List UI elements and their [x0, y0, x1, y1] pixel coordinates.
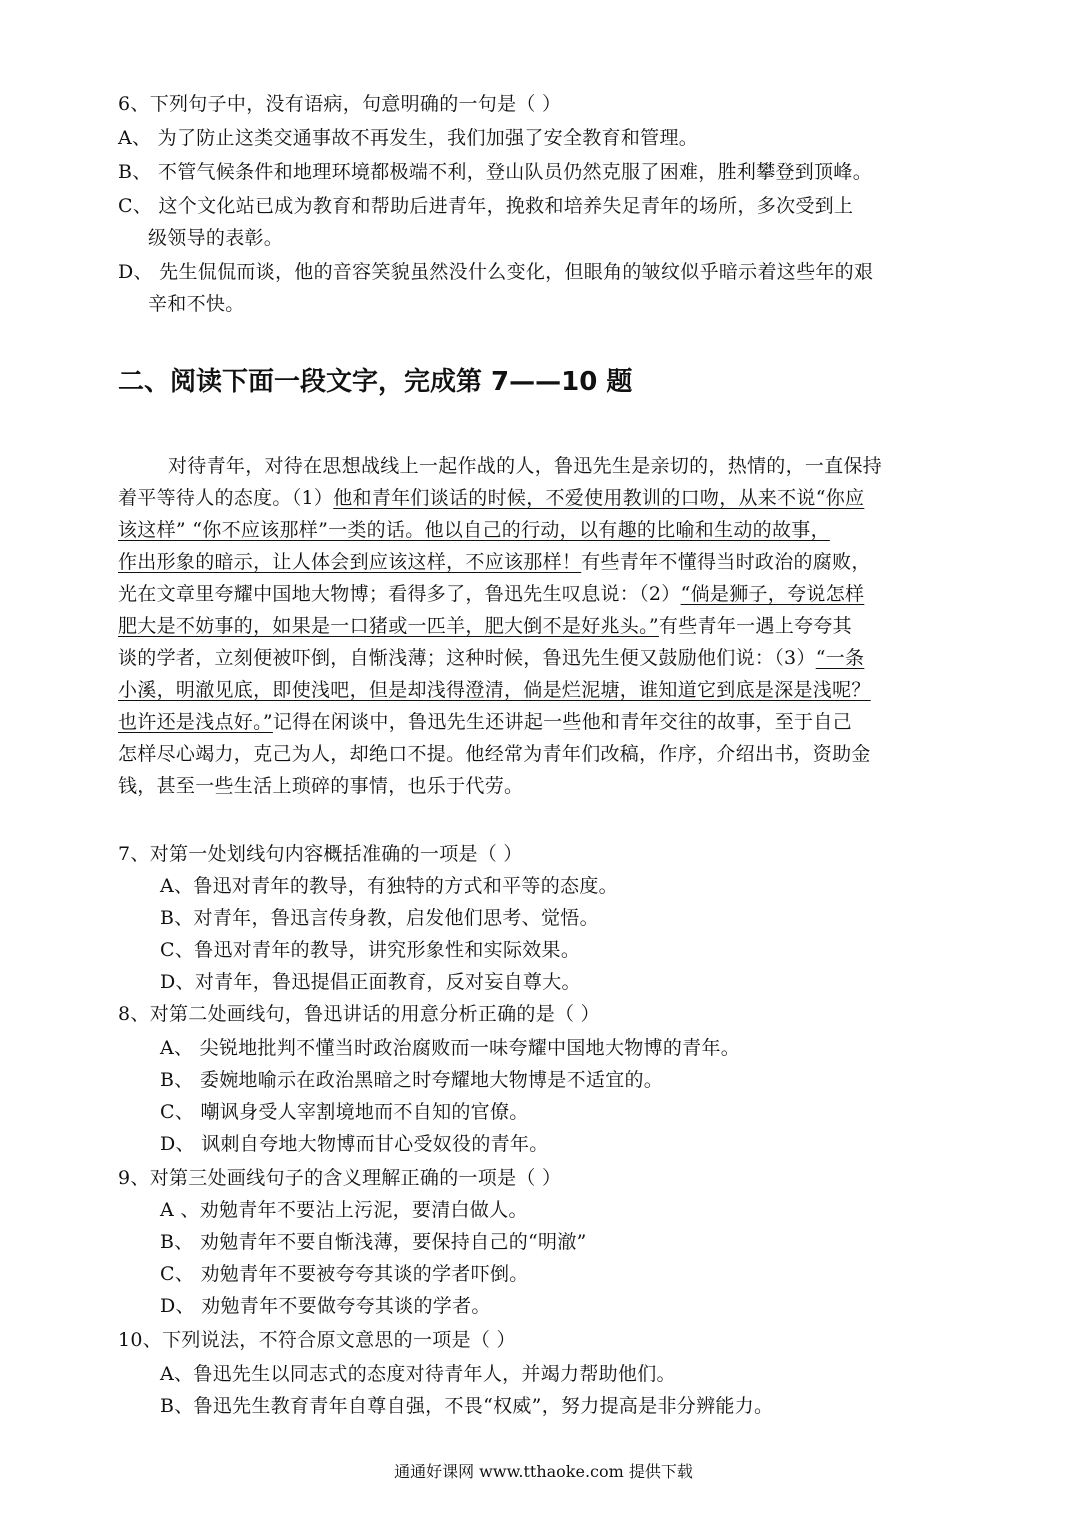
underlined-sentence-1: 作出形象的暗示，让人体会到应该这样，不应该那样！ — [118, 551, 582, 573]
underlined-sentence-2: “倘是狮子，夸说怎样 — [680, 583, 865, 605]
q7-option-c: C、鲁迅对青年的教导，讲究形象性和实际效果。 — [160, 939, 581, 961]
q8-option-d: D、 讽刺自夸地大物博而甘心受奴役的青年。 — [160, 1133, 549, 1155]
underlined-sentence-1: 他和青年们谈话的时候，不爱使用教训的口吻，从来不说“你应 — [333, 487, 865, 509]
q9-stem: 9、对第三处画线句子的含义理解正确的一项是（ ） — [118, 1167, 562, 1189]
q6-option-d-cont: 辛和不快。 — [148, 293, 245, 315]
underlined-sentence-3: “一条 — [815, 647, 865, 669]
passage-line — [118, 484, 864, 512]
section-heading: 二、阅读下面一段文字，完成第 7——10 题 — [118, 367, 633, 397]
passage-text: 有些青年不懂得当时政治的腐败， — [581, 551, 871, 573]
underlined-sentence-1: 该这样” “你不应该那样”一类的话。他以自己的行动，以有趣的比喻和生动的故事， — [118, 519, 830, 541]
underlined-sentence-3: 也许还是浅点好。” — [118, 711, 273, 733]
q6-option-a: A、 为了防止这类交通事故不再发生，我们加强了安全教育和管理。 — [118, 127, 699, 149]
passage-text: 有些青年一遇上夸夸其 — [658, 615, 852, 637]
q6-stem: 6、下列句子中，没有语病，句意明确的一句是（ ） — [118, 93, 562, 115]
passage-line — [118, 548, 871, 576]
underlined-sentence-2: 肥大是不妨事的，如果是一口猪或一匹羊，肥大倒不是好兆头。” — [118, 615, 659, 637]
q10-option-b: B、鲁迅先生教育青年自尊自强，不畏“权威”，努力提高是非分辨能力。 — [160, 1395, 774, 1417]
passage-line: 怎样尽心竭力，克己为人，却绝口不提。他经常为青年们改稿，作序，介绍出书，资助金 — [118, 743, 871, 765]
passage-line — [118, 580, 864, 608]
passage-text: 记得在闲谈中，鲁迅先生还讲起一些他和青年交往的故事，至于自己 — [272, 711, 852, 733]
passage-line — [118, 644, 864, 672]
passage-line — [118, 708, 852, 736]
q8-option-a: A、 尖锐地批判不懂当时政治腐败而一味夸耀中国地大物博的青年。 — [160, 1037, 741, 1059]
q6-option-c-cont: 级领导的表彰。 — [148, 227, 284, 249]
q9-option-c: C、 劝勉青年不要被夸夸其谈的学者吓倒。 — [160, 1263, 529, 1285]
passage-text: 着平等待人的态度。（1） — [118, 487, 334, 509]
q7-option-d: D、对青年，鲁迅提倡正面教育，反对妄自尊大。 — [160, 971, 581, 993]
passage-text: 光在文章里夸耀中国地大物博；看得多了，鲁迅先生叹息说：（2） — [118, 583, 681, 605]
q6-option-d: D、 先生侃侃而谈，他的音容笑貌虽然没什么变化，但眼角的皱纹似乎暗示着这些年的艰 — [118, 261, 874, 283]
q9-option-d: D、 劝勉青年不要做夸夸其谈的学者。 — [160, 1295, 491, 1317]
q6-option-c: C、 这个文化站已成为教育和帮助后进青年，挽救和培养失足青年的场所，多次受到上 — [118, 195, 854, 217]
page-footer: 通通好课网 www.tthaoke.com 提供下载 — [394, 1462, 693, 1481]
passage-line: 钱，甚至一些生活上琐碎的事情，也乐于代劳。 — [118, 775, 524, 797]
underlined-sentence-3: 小溪，明澈见底，即使浅吧，但是却浅得澄清，倘是烂泥塘，谁知道它到底是深是浅呢？ — [118, 679, 871, 701]
passage-line — [118, 612, 852, 640]
passage-text: 谈的学者，立刻便被吓倒，自惭浅薄；这种时候，鲁迅先生便又鼓励他们说：（3） — [118, 647, 816, 669]
q7-option-a: A、鲁迅对青年的教导，有独特的方式和平等的态度。 — [160, 875, 618, 897]
q8-option-c: C、 嘲讽身受人宰割境地而不自知的官僚。 — [160, 1101, 529, 1123]
q7-stem: 7、对第一处划线句内容概括准确的一项是（ ） — [118, 843, 523, 865]
q7-option-b: B、对青年，鲁迅言传身教，启发他们思考、觉悟。 — [160, 907, 599, 929]
passage-line — [118, 516, 830, 544]
q8-option-b: B、 委婉地喻示在政治黑暗之时夸耀地大物博是不适宜的。 — [160, 1069, 664, 1091]
q9-option-b: B、 劝勉青年不要自惭浅薄，要保持自己的“明澈” — [160, 1231, 587, 1253]
q6-option-b: B、 不管气候条件和地理环境都极端不利，登山队员仍然克服了困难，胜利攀登到顶峰。 — [118, 161, 873, 183]
q10-option-a: A、鲁迅先生以同志式的态度对待青年人，并竭力帮助他们。 — [160, 1363, 676, 1385]
q8-stem: 8、对第二处画线句，鲁迅讲话的用意分析正确的是（ ） — [118, 1003, 600, 1025]
q10-stem: 10、下列说法，不符合原文意思的一项是（ ） — [118, 1329, 516, 1351]
passage-line — [118, 676, 871, 704]
q9-option-a: A 、劝勉青年不要沾上污泥，要清白做人。 — [160, 1199, 528, 1221]
passage-line: 对待青年，对待在思想战线上一起作战的人，鲁迅先生是亲切的，热情的，一直保持 — [168, 455, 883, 477]
